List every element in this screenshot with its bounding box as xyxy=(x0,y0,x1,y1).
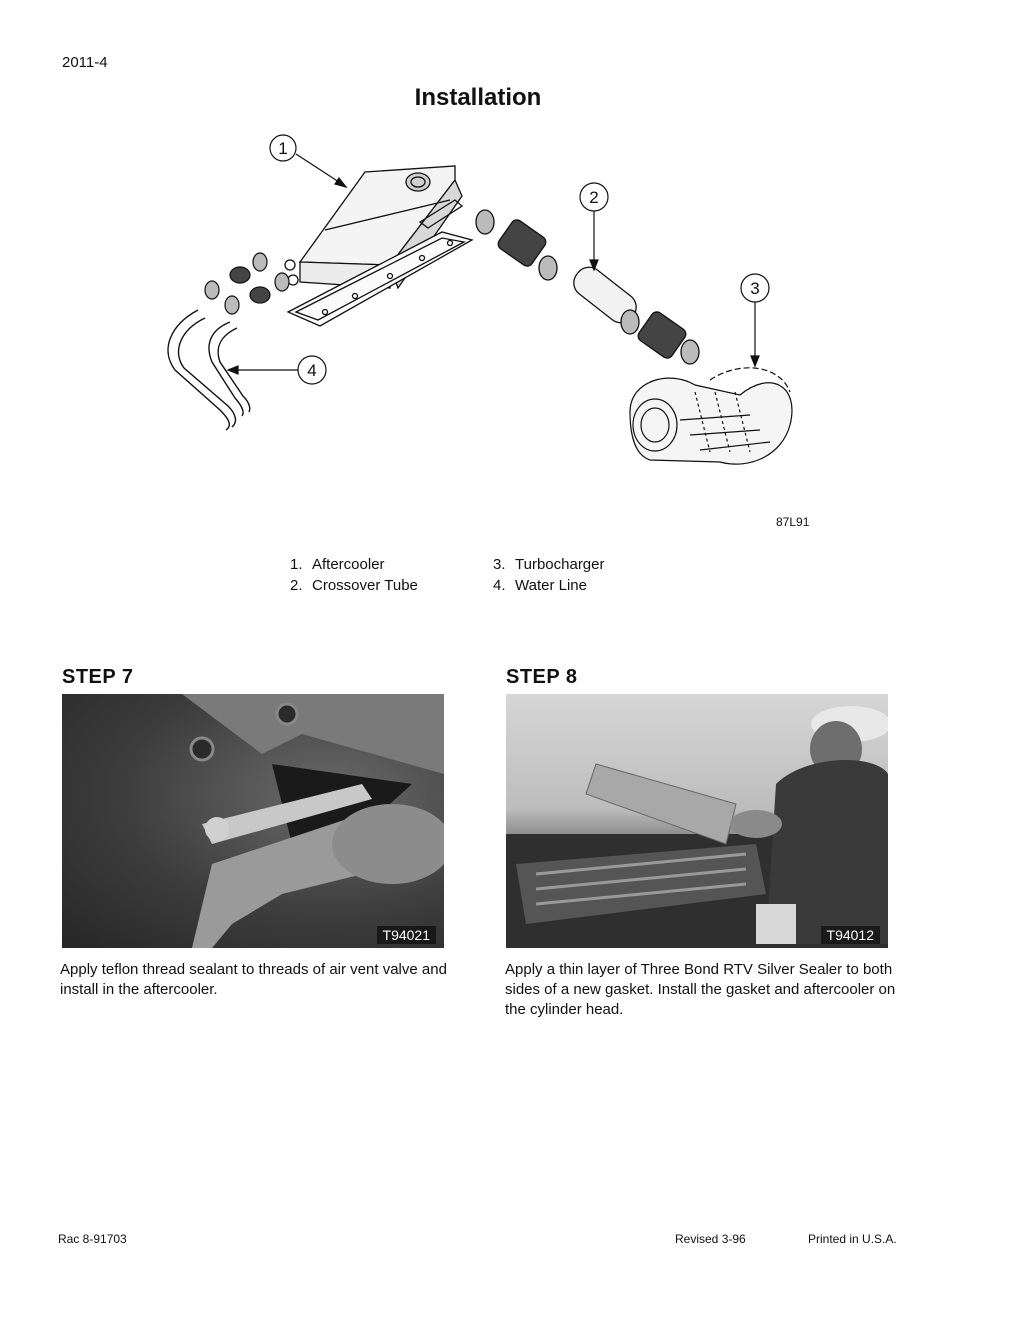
callout-2 xyxy=(580,183,608,270)
callout-3-label: 3 xyxy=(750,279,760,298)
step-7-photo-label: T94021 xyxy=(377,926,436,944)
legend-number: 4. xyxy=(493,577,506,594)
aftercooler-exploded-diagram xyxy=(150,130,810,480)
legend-number: 2. xyxy=(290,577,303,594)
callout-1 xyxy=(270,135,346,187)
legend-number: 3. xyxy=(493,556,506,573)
turbocharger-drawing xyxy=(630,368,792,464)
legend-item xyxy=(493,554,605,575)
legend-item xyxy=(493,575,605,596)
legend-column-1 xyxy=(290,554,418,596)
callout-2-label: 2 xyxy=(589,188,599,207)
step-8-photo-label: T94012 xyxy=(821,926,880,944)
step-7-text: Apply teflon thread sealant to threads of air vent valve and install in the aftercooler. xyxy=(60,961,447,998)
callout-3 xyxy=(741,274,769,366)
crossover-tube-drawing xyxy=(476,210,699,364)
page-number: 2011-4 xyxy=(62,54,108,71)
legend-item xyxy=(290,554,418,575)
legend-label: Crossover Tube xyxy=(312,577,418,594)
footer-document-number: Rac 8-91703 xyxy=(58,1232,127,1246)
callout-1-label: 1 xyxy=(278,139,288,158)
legend-label: Turbocharger xyxy=(515,556,605,573)
page-title: Installation xyxy=(414,84,542,111)
step-8-photo xyxy=(506,694,888,948)
callout-4 xyxy=(228,356,326,384)
legend-label: Aftercooler xyxy=(312,556,385,573)
step-8-text: Apply a thin layer of Three Bond RTV Silver Sealer to both sides of a new gasket. Install the gasket and aftercooler on the cylinder head. xyxy=(505,961,896,1018)
step-7-heading: STEP 7 xyxy=(62,666,134,688)
figure-id: 87L91 xyxy=(776,515,810,529)
step-8-photo-art xyxy=(506,694,888,948)
step-7-photo xyxy=(62,694,444,948)
step-8-heading: STEP 8 xyxy=(506,666,578,688)
footer-printed: Printed in U.S.A. xyxy=(808,1232,897,1246)
callout-4-label: 4 xyxy=(307,361,317,380)
legend-column-2 xyxy=(493,554,605,596)
legend-label: Water Line xyxy=(515,577,587,594)
legend-number: 1. xyxy=(290,556,303,573)
step-7-photo-art xyxy=(62,694,444,948)
legend-item xyxy=(290,575,418,596)
footer-revised: Revised 3-96 xyxy=(675,1232,746,1246)
fittings-drawing xyxy=(205,253,289,314)
